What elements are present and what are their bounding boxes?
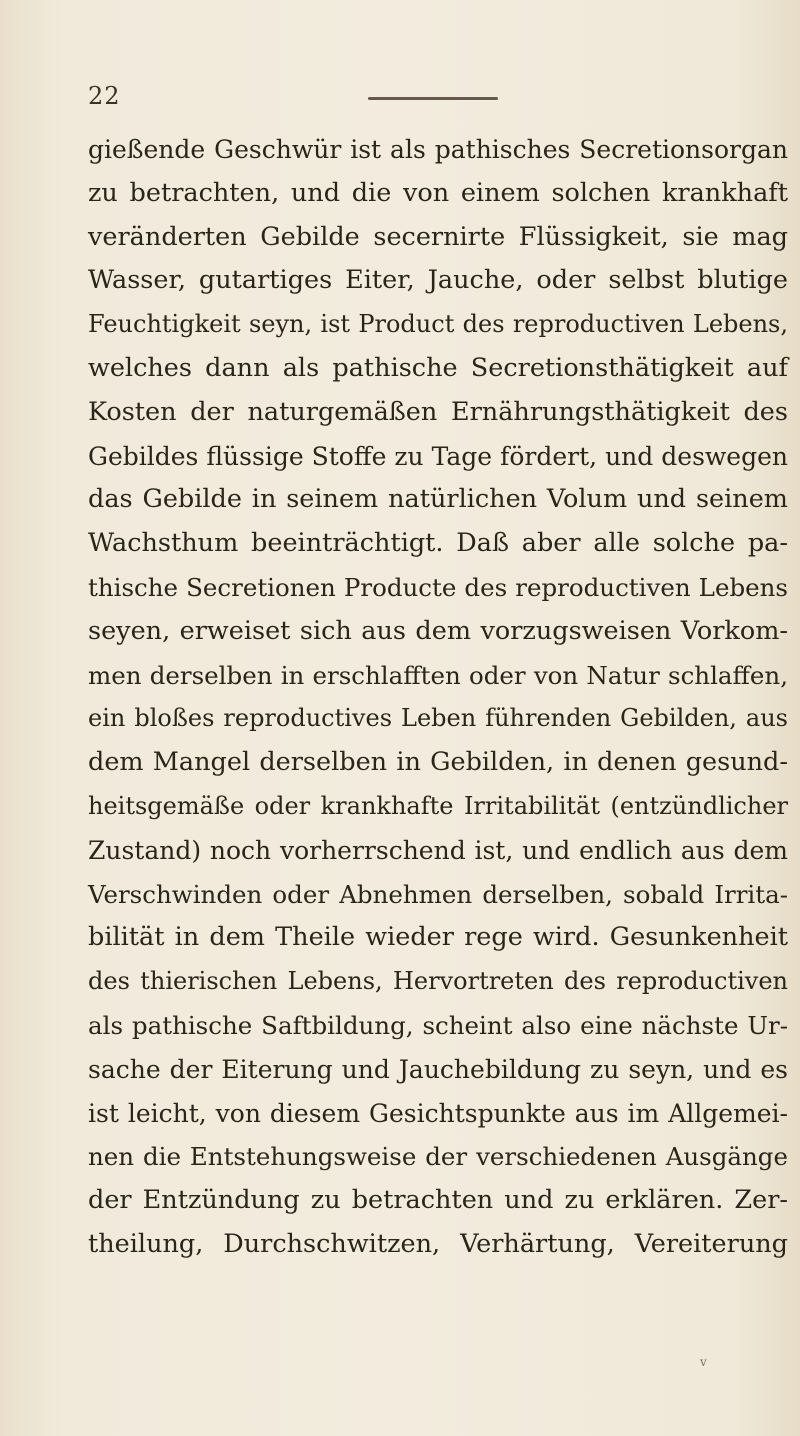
text-line: Kosten der naturgemäßen Ernährungsthätigkeit des: [88, 396, 788, 427]
text-line: das Gebilde in seinem natürlichen Volum und seinem: [88, 484, 788, 515]
text-line: zu betrachten, und die von einem solchen krankhaft: [88, 177, 788, 208]
text-line: thische Secretionen Producte des reproductiven Lebens: [88, 572, 788, 602]
body-text: [88, 128, 788, 1267]
text-line: Gebildes flüssige Stoffe zu Tage fördert, und deswegen: [88, 441, 788, 471]
text-line: nen die Entstehungsweise der verschiedenen Ausgänge: [88, 1142, 788, 1172]
text-line: heitsgemäße oder krankhafte Irritabilität (entzündlicher: [88, 791, 788, 820]
page-number: 22: [88, 82, 121, 110]
text-line: welches dann als pathische Secretionsthätigkeit auf: [88, 352, 788, 383]
footer-mark: v: [700, 1355, 707, 1369]
text-line: theilung, Durchschwitzen, Verhärtung, Vereiterung: [88, 1228, 788, 1259]
text-line: des thierischen Lebens, Hervortreten des reproductiven: [88, 967, 788, 996]
text-line: Verschwinden oder Abnehmen derselben, sobald Irrita-: [88, 879, 788, 909]
text-line: bilität in dem Theile wieder rege wird. Gesunkenheit: [88, 922, 788, 953]
text-line: men derselben in erschlafften oder von Natur schlaffen,: [88, 660, 788, 690]
text-line: dem Mangel derselben in Gebilden, in denen gesund-: [88, 747, 788, 778]
text-line: gießende Geschwür ist als pathisches Secretionsorgan: [88, 135, 788, 164]
header-rule: [368, 97, 498, 100]
text-line: Wasser, gutartiges Eiter, Jauche, oder selbst blutige: [88, 265, 788, 296]
text-line: der Entzündung zu betrachten und zu erklären. Zer-: [88, 1185, 788, 1216]
text-line: ist leicht, von diesem Gesichtspunkte aus im Allgemei-: [88, 1098, 788, 1128]
text-line: veränderten Gebilde secernirte Flüssigkeit, sie mag: [88, 221, 788, 252]
text-line: sache der Eiterung und Jauchebildung zu seyn, und es: [88, 1054, 788, 1084]
text-line: Zustand) noch vorherrschend ist, und endlich aus dem: [88, 835, 788, 865]
text-line: seyen, erweiset sich aus dem vorzugsweisen Vorkom-: [88, 615, 788, 646]
text-line: Wachsthum beeinträchtigt. Daß aber alle solche pa-: [88, 528, 788, 559]
text-line: als pathische Saftbildung, scheint also eine nächste Ur-: [88, 1010, 788, 1040]
text-line: ein bloßes reproductives Leben führenden Gebilden, aus: [88, 704, 788, 733]
text-line: Feuchtigkeit seyn, ist Product des reproductiven Lebens,: [88, 310, 788, 339]
